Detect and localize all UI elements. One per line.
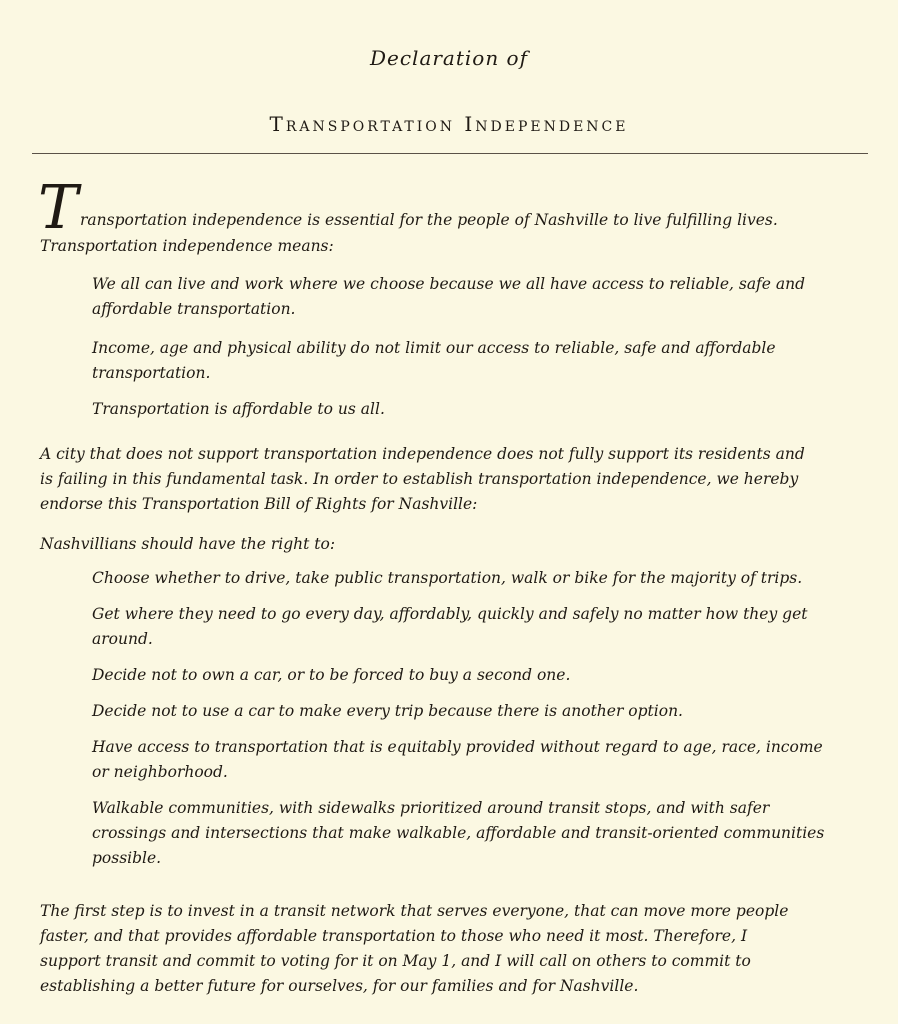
right-item-1-line-1: Choose whether to drive, take public transportation, walk or bike for the majority of trips. (92, 569, 803, 587)
drop-cap: T (38, 173, 79, 243)
right-item-6-line-3: possible. (92, 849, 162, 867)
means-item-2-line-2: transportation. (92, 364, 211, 382)
intro-line-1: ransportation independence is essential for the people of Nashville to live fulfilling lives. (80, 211, 778, 229)
right-item-6-line-1: Walkable communities, with sidewalks prioritized around transit stops, and with safer (92, 799, 770, 817)
title-line-1: Declaration of (369, 46, 529, 70)
title-divider (32, 153, 868, 154)
right-item-4-line-1: Decide not to use a car to make every trip because there is another option. (92, 702, 683, 720)
intro-line-2: Transportation independence means: (40, 237, 334, 255)
closing-line-2: faster, and that provides affordable transportation to those who need it most. Therefore, I (40, 927, 748, 945)
city-paragraph-line-1: A city that does not support transportation independence does not fully support its residents and (40, 445, 805, 463)
closing-line-4: establishing a better future for ourselves, for our families and for Nashville. (40, 977, 639, 995)
title-line-2: Transportation Independence (269, 112, 629, 136)
right-item-6-line-2: crossings and intersections that make walkable, affordable and transit-oriented communities (92, 824, 825, 842)
closing-line-1: The first step is to invest in a transit network that serves everyone, that can move more people (40, 902, 789, 920)
city-paragraph-line-2: is failing in this fundamental task. In order to establish transportation independence, we hereby (40, 470, 799, 488)
city-paragraph-line-3: endorse this Transportation Bill of Rights for Nashville: (40, 495, 478, 513)
right-item-3-line-1: Decide not to own a car, or to be forced to buy a second one. (92, 666, 571, 684)
right-item-2-line-2: around. (92, 630, 153, 648)
rights-intro: Nashvillians should have the right to: (40, 535, 336, 553)
means-item-1-line-1: We all can live and work where we choose because we all have access to reliable, safe and (92, 275, 806, 293)
right-item-5-line-2: or neighborhood. (92, 763, 228, 781)
right-item-5-line-1: Have access to transportation that is equitably provided without regard to age, race, income (92, 738, 823, 756)
means-item-1-line-2: affordable transportation. (92, 300, 296, 318)
means-item-2-line-1: Income, age and physical ability do not limit our access to reliable, safe and affordable (92, 339, 776, 357)
right-item-2-line-1: Get where they need to go every day, affordably, quickly and safely no matter how they get (92, 605, 808, 623)
closing-line-3: support transit and commit to voting for it on May 1, and I will call on others to commit to (40, 952, 751, 970)
means-item-3-line-1: Transportation is affordable to us all. (92, 400, 385, 418)
